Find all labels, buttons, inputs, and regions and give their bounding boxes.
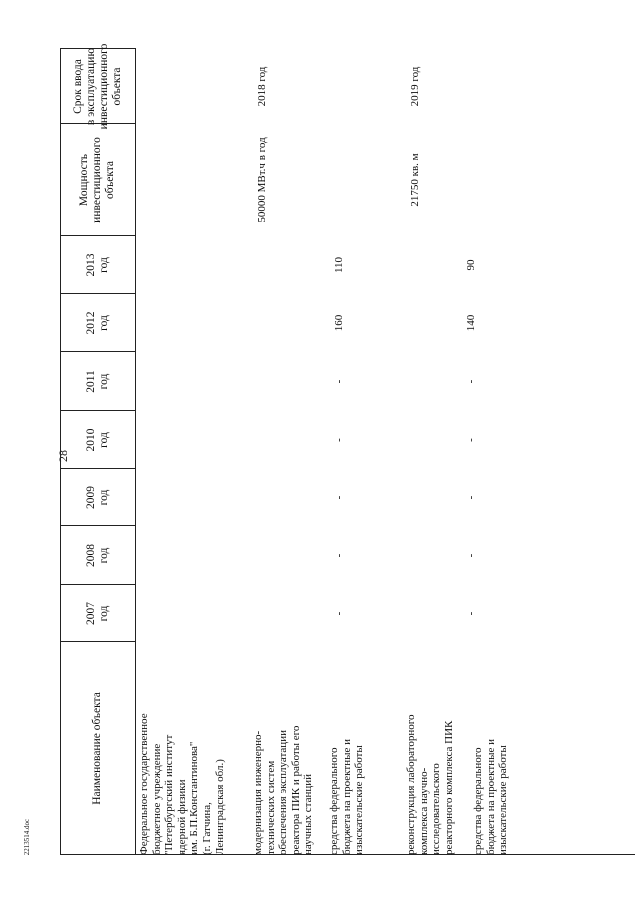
row-capacity: 21750 кв. м bbox=[409, 153, 421, 207]
row-value-2009: - bbox=[333, 495, 345, 500]
row-value-2011: - bbox=[465, 379, 477, 384]
row-value-2008: - bbox=[465, 553, 477, 558]
row-value-2010: - bbox=[465, 438, 477, 442]
row-value-2013: 90 bbox=[465, 259, 477, 271]
investment-table bbox=[60, 43, 635, 855]
row-term: 2019 год bbox=[409, 66, 421, 107]
row-value-2009: - bbox=[465, 495, 477, 500]
row-value-2012: 160 bbox=[333, 314, 345, 332]
row-name: модернизация инженерно- технических систем обеспечения эксплуатации реактора ПИК и работы его научных станций bbox=[252, 725, 315, 855]
row-value-2010: - bbox=[333, 438, 345, 442]
header-2012: 2012 год bbox=[84, 311, 110, 335]
row-value-2008: - bbox=[333, 553, 345, 558]
header-2007: 2007 год bbox=[84, 602, 110, 625]
page-number: 28 bbox=[56, 450, 70, 462]
header-capacity: Мощность инвестиционного объекта bbox=[78, 137, 116, 223]
row-value-2007: - bbox=[465, 611, 477, 616]
header-2010: 2010 год bbox=[84, 428, 110, 452]
row-capacity: 50000 МВт.ч в год bbox=[256, 137, 268, 223]
row-value-2007: - bbox=[333, 611, 345, 616]
doc-code: 2213514.doc bbox=[23, 818, 31, 856]
row-name: средства федерального бюджета на проектные и изыскательские работы bbox=[328, 739, 366, 855]
row-name: средства федерального бюджета на проектные и изыскательские работы bbox=[472, 739, 510, 855]
table-left-border bbox=[135, 854, 635, 855]
header-2011: 2011 год bbox=[84, 370, 110, 393]
header-term: Срок ввода в эксплуатацию инвестиционного объекта bbox=[71, 43, 123, 130]
row-value-2012: 140 bbox=[465, 314, 477, 332]
row-term: 2018 год bbox=[256, 66, 268, 107]
org-name: Федеральное государственное бюджетное учреждение "Петербургский институт ядерной физики им. Б.П.Константинова" (г. Гатчина, Ленинградская обл.) bbox=[138, 713, 226, 855]
header-2008: 2008 год bbox=[84, 544, 110, 567]
header-2009: 2009 год bbox=[84, 486, 110, 509]
row-value-2013: 110 bbox=[333, 256, 345, 274]
header-2013: 2013 год bbox=[84, 253, 110, 277]
header-bottom-border bbox=[135, 48, 136, 855]
row-value-2011: - bbox=[333, 379, 345, 384]
row-name: реконструкция лабораторного комплекса научно- исследовательского реакторного комплекса ПИК bbox=[405, 714, 455, 855]
header-name: Наименование объекта bbox=[91, 692, 103, 805]
